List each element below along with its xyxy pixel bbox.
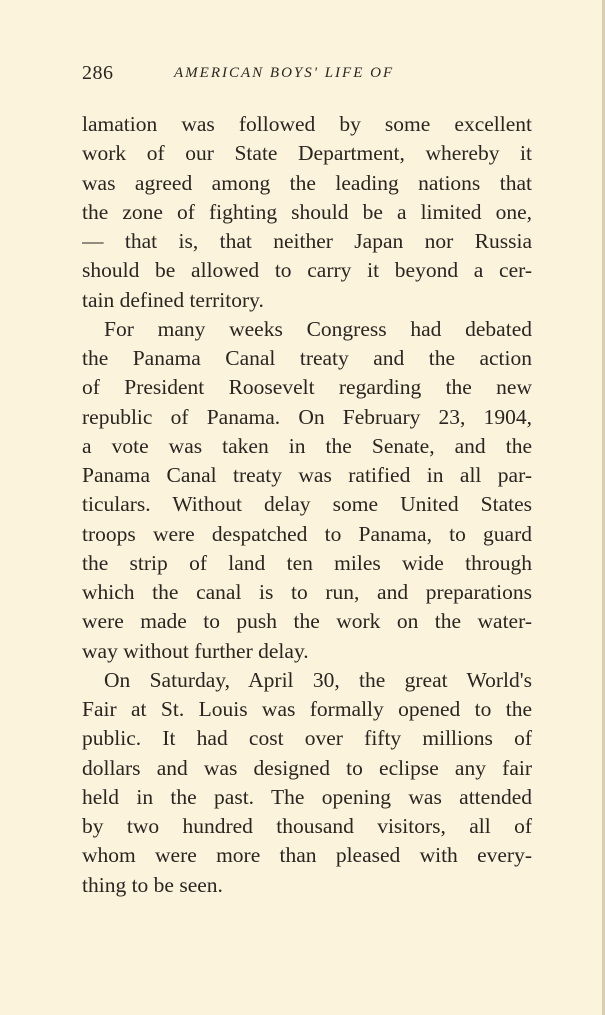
- text-line: held in the past. The opening was attended: [82, 784, 532, 809]
- text-line: should be allowed to carry it beyond a cer-: [82, 258, 532, 283]
- text-line: whom were more than pleased with every-: [82, 843, 532, 868]
- text-line: by two hundred thousand visitors, all of: [82, 814, 532, 838]
- text-line: Panama Canal treaty was ratified in all par-: [82, 463, 532, 487]
- text-line: troops were despatched to Panama, to guard: [82, 521, 532, 546]
- text-line: — that is, that neither Japan nor Russia: [82, 229, 532, 253]
- paragraph: [82, 666, 532, 900]
- text-line: On Saturday, April 30, the great World's: [104, 667, 532, 692]
- text-line: a vote was taken in the Senate, and the: [82, 433, 532, 458]
- text-line: Fair at St. Louis was formally opened to the: [82, 697, 532, 721]
- text-line: work of our State Department, whereby it: [82, 141, 532, 166]
- text-line: For many weeks Congress had debated: [104, 316, 532, 341]
- text-line: thing to be seen.: [82, 872, 223, 897]
- body-text: [82, 110, 532, 900]
- text-line: was agreed among the leading nations that: [82, 170, 532, 195]
- text-line: republic of Panama. On February 23, 1904,: [82, 404, 532, 429]
- paragraph: [82, 315, 532, 666]
- text-line: of President Roosevelt regarding the new: [82, 375, 532, 400]
- text-line: way without further delay.: [82, 638, 309, 663]
- text-line: lamation was followed by some excellent: [82, 112, 532, 136]
- text-line: ticulars. Without delay some United States: [82, 492, 532, 517]
- text-line: tain defined territory.: [82, 287, 264, 312]
- page-header: [82, 62, 532, 90]
- paragraph: [82, 110, 532, 315]
- text-line: the strip of land ten miles wide through: [82, 550, 532, 575]
- text-line: public. It had cost over fifty millions of: [82, 726, 532, 751]
- text-line: were made to push the work on the water-: [82, 609, 532, 634]
- text-line: dollars and was designed to eclipse any fair: [82, 755, 532, 780]
- page-number: 286: [82, 62, 114, 84]
- running-head: AMERICAN BOYS' LIFE OF: [174, 65, 395, 81]
- text-line: the Panama Canal treaty and the action: [82, 346, 532, 370]
- text-line: which the canal is to run, and preparations: [82, 580, 532, 604]
- text-line: the zone of fighting should be a limited one,: [82, 199, 532, 224]
